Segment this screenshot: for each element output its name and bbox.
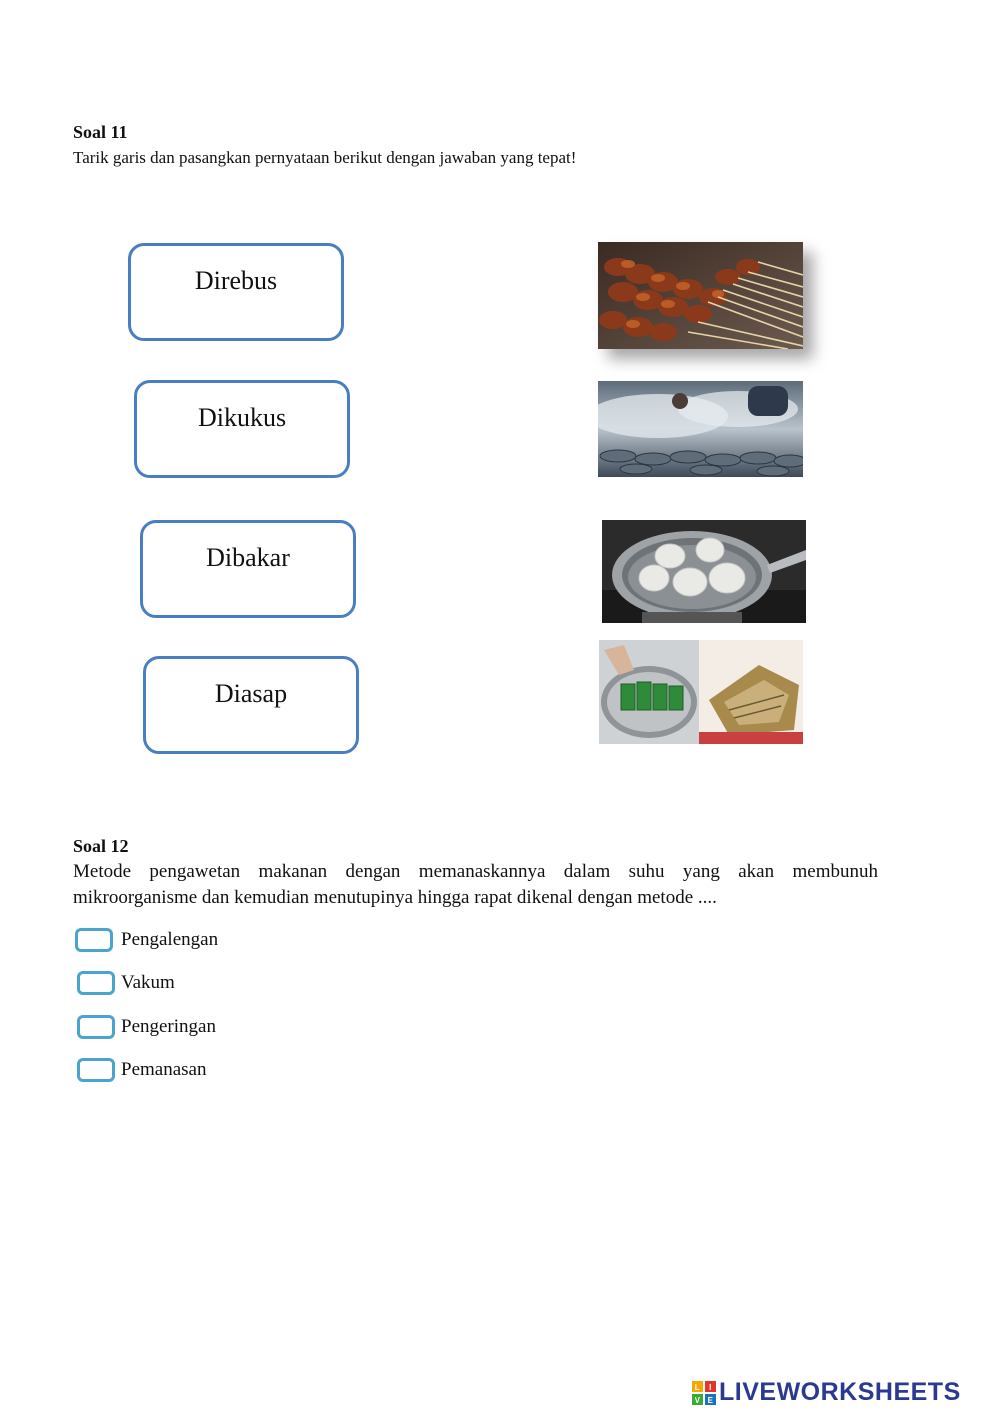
match-option-label: Dikukus	[197, 403, 287, 432]
satay-grilling-photo[interactable]	[598, 242, 803, 349]
choice-checkbox[interactable]	[77, 1058, 115, 1082]
choice-label: Pengeringan	[121, 1016, 216, 1037]
choice-checkbox[interactable]	[77, 1015, 115, 1039]
liveworksheets-logo-icon	[692, 1381, 716, 1405]
fish-smoking-photo[interactable]	[598, 381, 803, 477]
choice-checkbox[interactable]	[77, 971, 115, 995]
match-option-label: Dibakar	[206, 543, 290, 572]
q11-instruction: Tarik garis dan pasangkan pernyataan berikut dengan jawaban yang tepat!	[73, 148, 577, 167]
match-option-dikukus[interactable]	[134, 380, 350, 478]
match-option-label: Direbus	[194, 266, 278, 295]
brand-text: LIVEWORKSHEETS	[719, 1378, 961, 1406]
match-option-diasap[interactable]	[143, 656, 359, 754]
choice-label: Pemanasan	[121, 1059, 207, 1080]
steamed-banana-leaf-food-photo[interactable]	[599, 640, 803, 744]
liveworksheets-brand	[692, 1379, 992, 1405]
svg-text:E: E	[707, 1396, 714, 1405]
boiling-eggs-photo[interactable]	[602, 520, 806, 623]
svg-text:I: I	[709, 1383, 712, 1392]
choice-checkbox[interactable]	[75, 928, 113, 952]
match-option-label: Diasap	[214, 679, 288, 708]
q12-title: Soal 12	[73, 836, 129, 856]
q11-title: Soal 11	[73, 122, 128, 142]
choice-label: Pengalengan	[121, 929, 219, 950]
q12-question-line-2: mikroorganisme dan kemudian menutupinya hingga rapat dikenal dengan metode ....	[73, 887, 717, 908]
choice-label: Vakum	[121, 972, 175, 993]
q12-question-line-1: Metode pengawetan makanan dengan memanaskannya dalam suhu yang akan membunuh	[73, 861, 878, 882]
match-option-dibakar[interactable]	[140, 520, 356, 618]
match-option-direbus[interactable]	[128, 243, 344, 341]
svg-text:L: L	[694, 1383, 701, 1392]
svg-text:V: V	[694, 1396, 701, 1405]
